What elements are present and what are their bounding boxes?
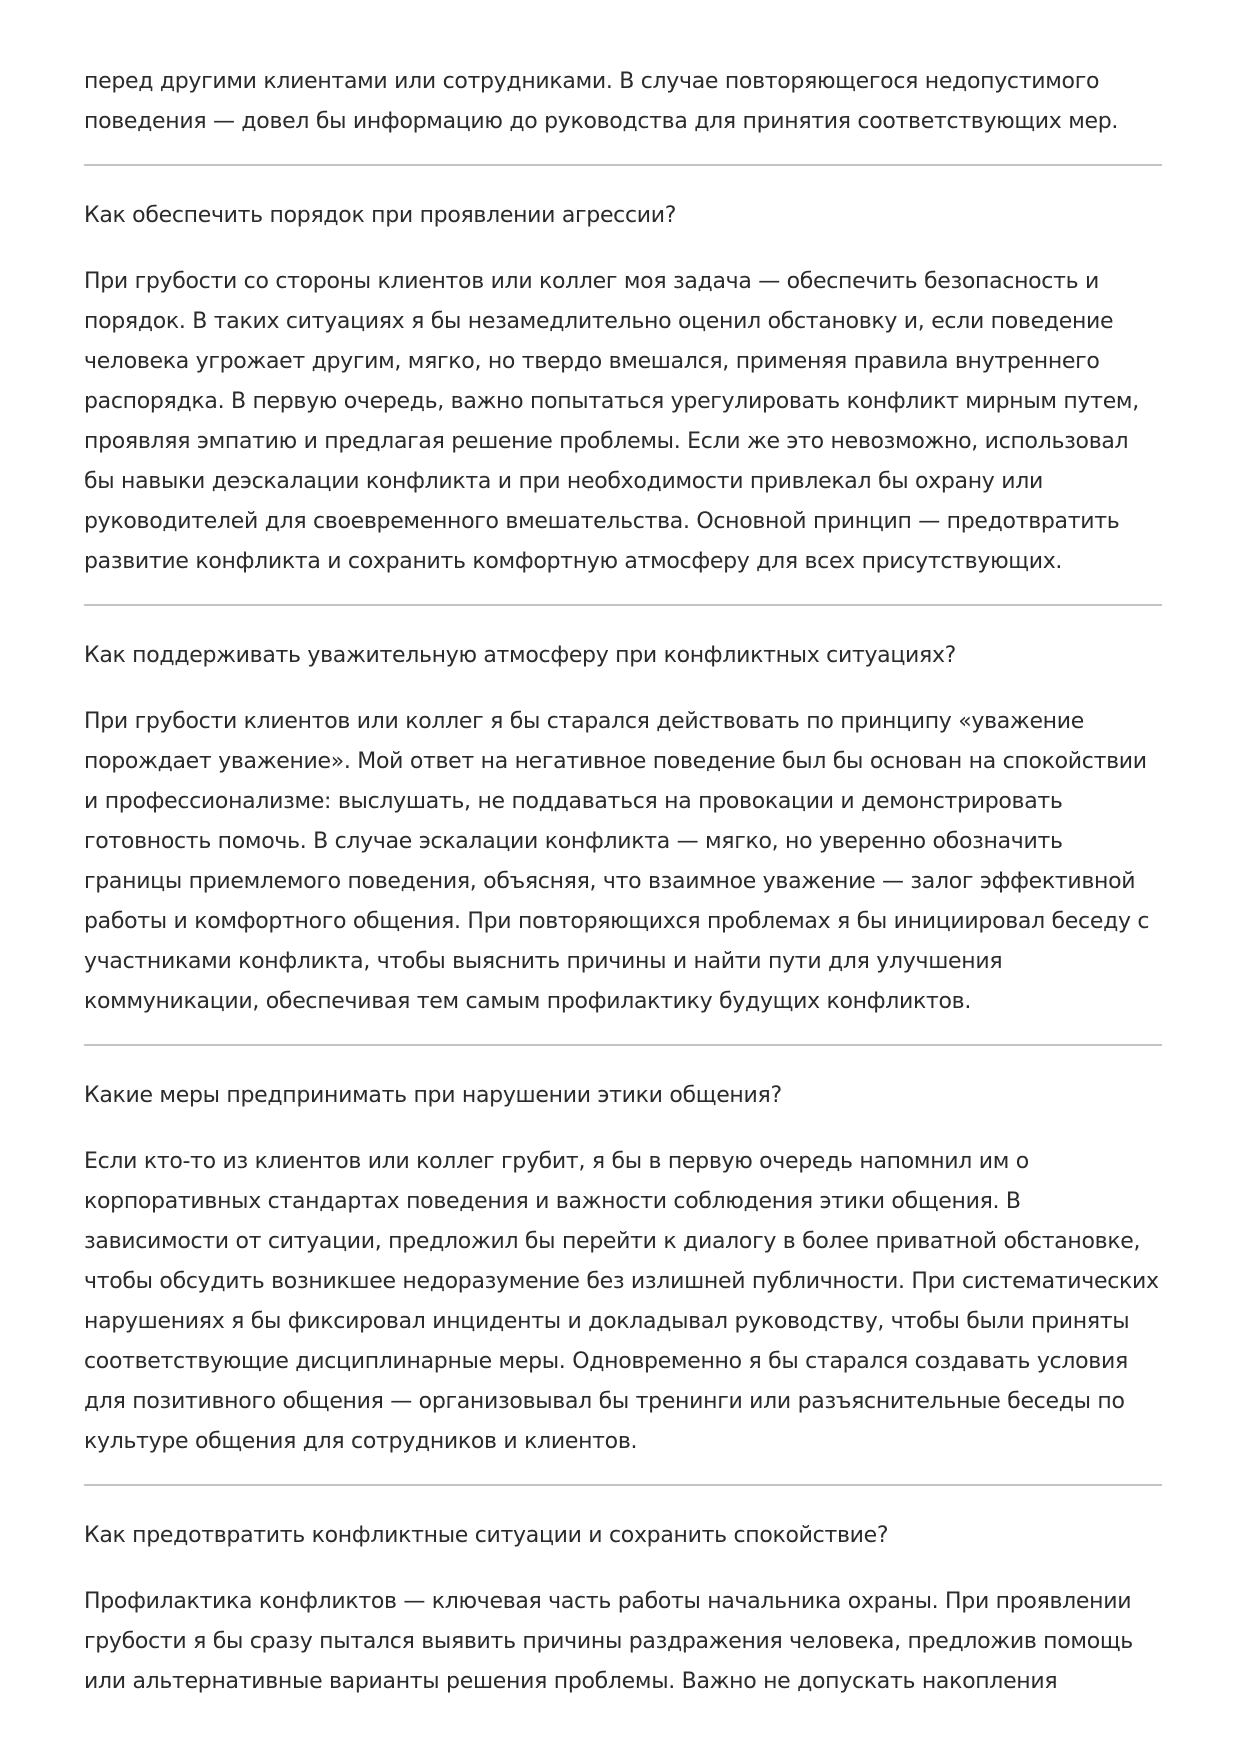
section-question: Как обеспечить порядок при проявлении агрессии?: [84, 203, 677, 228]
section-answer: При грубости со стороны клиентов или коллег моя задача — обеспечить безопасность и порядок. В таких ситуациях я бы незамедлительно оценил обстановку и, если поведение человека угрожает другим, мягко, но твердо вмешался, применяя правила внутреннего распорядка. В первую очередь, важно попытаться урегулировать конфликт мирным путем, проявляя эмпатию и предлагая решение проблемы. Если же это невозможно, использовал бы навыки деэскалации конфликта и при необходимости привлекал бы охрану или руководителей для своевременного вмешательства. Основной принцип — предотвратить развитие конфликта и сохранить комфортную атмосферу для всех присутствующих.: [84, 269, 1139, 574]
qa-section: [84, 1486, 1162, 1702]
intro-paragraph: перед другими клиентами или сотрудниками. В случае повторяющегося недопустимого поведения — довел бы информацию до руководства для принятия соответствующих мер.: [84, 69, 1119, 134]
section-question: Какие меры предпринимать при нарушении этики общения?: [84, 1083, 782, 1108]
document-page: [84, 0, 1162, 1702]
qa-section: [84, 1046, 1162, 1486]
section-question: Как предотвратить конфликтные ситуации и сохранить спокойствие?: [84, 1523, 889, 1548]
section-question: Как поддерживать уважительную атмосферу при конфликтных ситуациях?: [84, 643, 957, 668]
qa-section: [84, 166, 1162, 606]
section-answer: Профилактика конфликтов — ключевая часть работы начальника охраны. При проявлении грубости я бы сразу пытался выявить причины раздражения человека, предложив помощь или альтернативные варианты решения проблемы. Важно не допускать накопления: [84, 1589, 1133, 1694]
section-answer: При грубости клиентов или коллег я бы старался действовать по принципу «уважение порождает уважение». Мой ответ на негативное поведение был бы основан на спокойствии и профессионализме: выслушать, не поддаваться на провокации и демонстрировать готовность помочь. В случае эскалации конфликта — мягко, но уверенно обозначить границы приемлемого поведения, объясняя, что взаимное уважение — залог эффективной работы и комфортного общения. При повторяющихся проблемах я бы инициировал беседу с участниками конфликта, чтобы выяснить причины и найти пути для улучшения коммуникации, обеспечивая тем самым профилактику будущих конфликтов.: [84, 709, 1150, 1014]
qa-section: [84, 606, 1162, 1046]
section-answer: Если кто-то из клиентов или коллег грубит, я бы в первую очередь напомнил им о корпоративных стандартах поведения и важности соблюдения этики общения. В зависимости от ситуации, предложил бы перейти к диалогу в более приватной обстановке, чтобы обсудить возникшее недоразумение без излишней публичности. При систематических нарушениях я бы фиксировал инциденты и докладывал руководству, чтобы были приняты соответствующие дисциплинарные меры. Одновременно я бы старался создавать условия для позитивного общения — организовывал бы тренинги или разъяснительные беседы по культуре общения для сотрудников и клиентов.: [84, 1149, 1159, 1454]
